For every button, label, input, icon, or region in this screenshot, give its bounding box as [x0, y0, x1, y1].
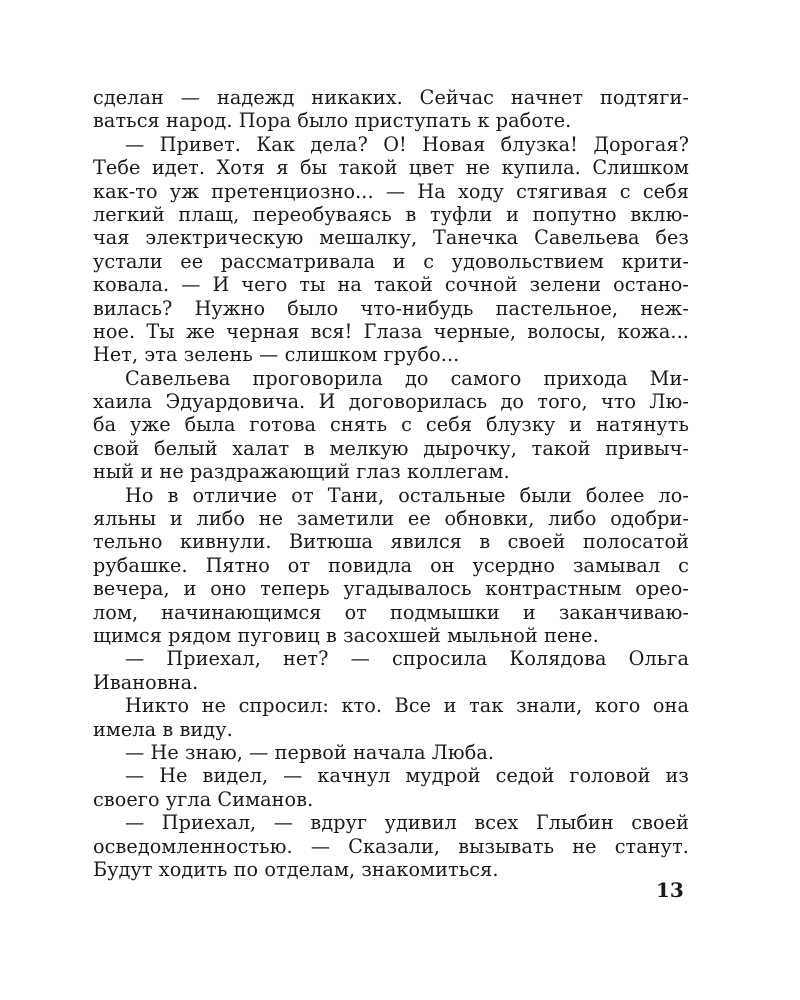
text-line: щимся рядом пуговиц в засохшей мыльной пене.: [93, 623, 599, 647]
text-line: Савельева проговорила до самого прихода Ми-: [125, 366, 689, 390]
text-line: Но в отличие от Тани, остальные были более ло-: [125, 483, 689, 507]
text-line: — Приехал, нет? — спросила Колядова Ольга: [125, 647, 689, 671]
text-line: Ивановна.: [93, 670, 199, 694]
text-line: — Привет. Как дела? О! Новая блузка! Дорогая?: [125, 132, 689, 156]
text-line: своего угла Симанов.: [93, 787, 314, 811]
text-line: устали ее рассматривала и с удовольствием крити-: [93, 249, 689, 273]
text-line: Тебе идет. Хотя я бы такой цвет не купила. Слишком: [93, 156, 689, 180]
text-line: сделан — надежд никаких. Сейчас начнет подтяги-: [93, 86, 689, 109]
text-line: легкий плащ, переобуваясь в туфли и попутно вклю-: [93, 202, 689, 226]
text-line: хаила Эдуардовича. И договорилась до того, что Лю-: [93, 390, 689, 414]
text-line: вилась? Нужно было что-нибудь пастельное, неж-: [93, 296, 689, 320]
text-line: Никто не спросил: кто. Все и так знали, кого она: [125, 694, 689, 718]
page-number: 13: [656, 878, 684, 902]
text-line: Будут ходить по отделам, знакомиться.: [93, 857, 499, 881]
text-line: ваться народ. Пора было приступать к работе.: [93, 109, 572, 133]
text-line: свой белый халат в мелкую дырочку, такой привыч-: [93, 436, 689, 460]
text-line: тельно кивнули. Витюша явился в своей полосатой: [93, 530, 689, 554]
text-line: вечера, и оно теперь угадывалось контрастным орео-: [93, 577, 689, 601]
text-line: чая электрическую мешалку, Танечка Савельева без: [93, 226, 689, 250]
text-line: ный и не раздражающий глаз коллегам.: [93, 460, 510, 484]
text-line: — Приехал, — вдруг удивил всех Глыбин своей: [125, 811, 689, 835]
text-line: рубашке. Пятно от повидла он усердно замывал с: [93, 553, 689, 577]
body-text: [93, 86, 689, 881]
text-line: ное. Ты же черная вся! Глаза черные, волосы, кожа...: [93, 319, 689, 343]
text-line: — Не знаю, — первой начала Люба.: [125, 740, 495, 764]
text-line: Нет, эта зелень — слишком грубо...: [93, 343, 460, 367]
text-line: осведомленностью. — Сказали, вызывать не станут.: [93, 834, 689, 858]
text-line: как-то уж претенциозно... — На ходу стягивая с себя: [93, 179, 689, 203]
text-line: яльны и либо не заметили ее обновки, либо одобри-: [93, 507, 689, 531]
text-line: ба уже была готова снять с себя блузку и натянуть: [93, 413, 689, 437]
text-line: — Не видел, — качнул мудрой седой головой из: [125, 764, 689, 788]
text-line: имела в виду.: [93, 717, 233, 741]
text-line: лом, начинающимся от подмышки и заканчиваю-: [93, 600, 689, 624]
text-line: ковала. — И чего ты на такой сочной зелени остано-: [93, 273, 689, 297]
